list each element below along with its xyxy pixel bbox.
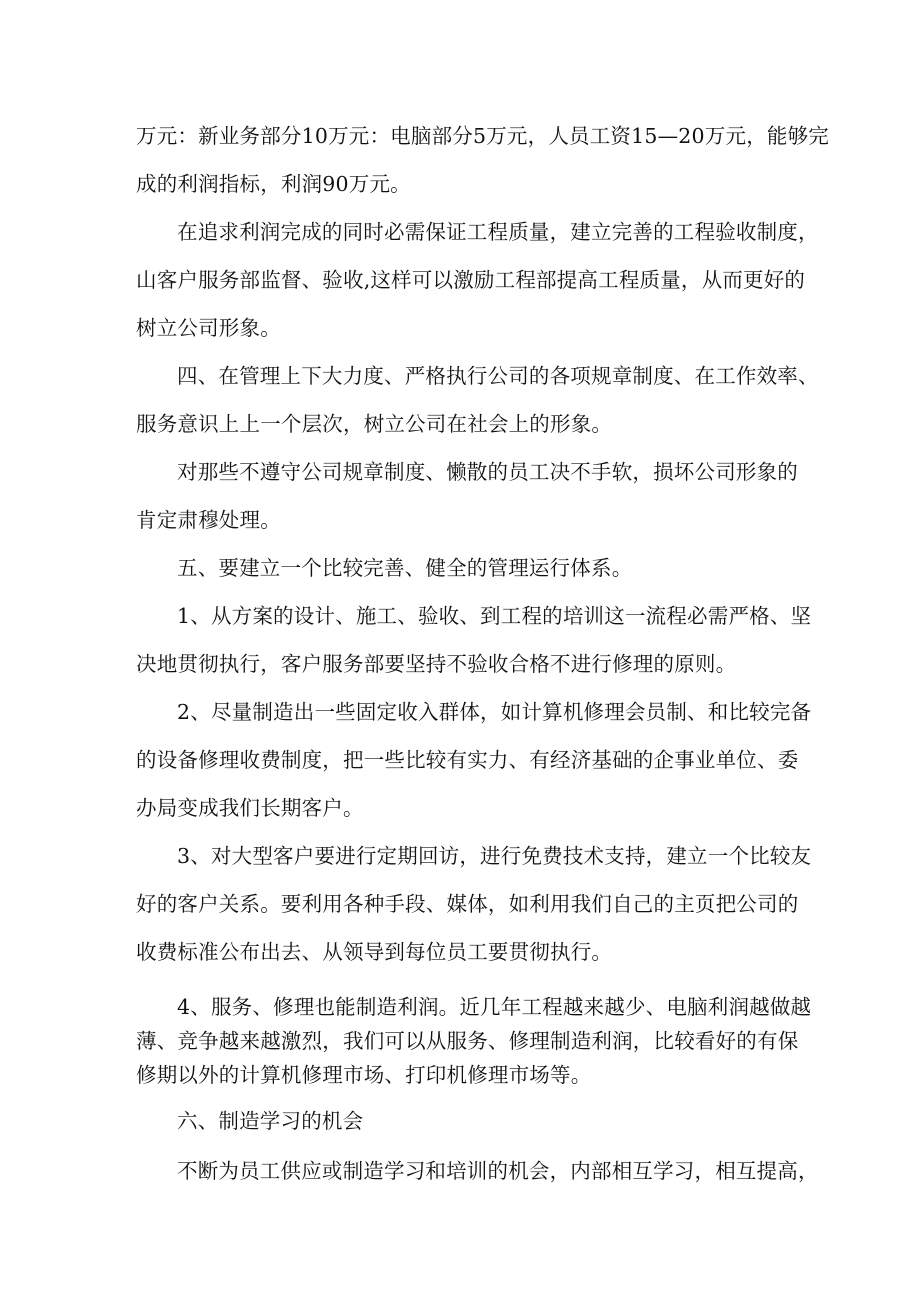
text-line: 薄、竞争越来越激烈，我们可以从服务、修理制造利润，比较看好的有保	[136, 1029, 799, 1053]
text-line: 对那些不遵守公司规章制度、懒散的员工决不手软，损坏公司形象的	[177, 460, 798, 484]
section-heading: 四、在管理上下大力度、严格执行公司的各项规章制度、在工作效率、	[177, 364, 819, 388]
list-item: 1、从方案的设计、施工、验收、到工程的培训这一流程必需严格、坚	[177, 604, 812, 628]
text-line: 在追求利润完成的同时必需保证工程质量，建立完善的工程验收制度，	[177, 220, 819, 244]
text-line: 树立公司形象。	[136, 316, 281, 340]
text-line: 肯定肃穆处理。	[136, 508, 281, 532]
text-line: 的设备修理收费制度，把一些比较有实力、有经济基础的企事业单位、委	[136, 748, 799, 772]
section-heading: 五、要建立一个比较完善、健全的管理运行体系。	[177, 556, 633, 580]
text-line: 万元：新业务部分10万元：电脑部分5万元，人员工资15—20万元，能够完	[136, 124, 829, 148]
section-heading: 六、制造学习的机会	[177, 1109, 364, 1133]
text-line: 成的利润指标，利润90万元。	[136, 172, 411, 196]
text-line: 不断为员工供应或制造学习和培训的机会，内部相互学习，相互提高，	[177, 1159, 819, 1183]
text-line: 修期以外的计算机修理市场、打印机修理市场等。	[136, 1063, 592, 1087]
text-line: 好的客户关系。要利用各种手段、媒体，如利用我们自己的主页把公司的	[136, 892, 799, 916]
text-line: 办局变成我们长期客户。	[136, 796, 364, 820]
text-line: 山客户服务部监督、验收,这样可以激励工程部提高工程质量，从而更好的	[136, 268, 806, 292]
text-line: 收费标准公布出去、从领导到每位员工要贯彻执行。	[136, 940, 613, 964]
list-item: 4、服务、修理也能制造利润。近几年工程越来越少、电脑利润越做越	[177, 995, 812, 1019]
list-item: 3、对大型客户要进行定期回访，进行免费技术支持，建立一个比较友	[177, 844, 812, 868]
text-line: 服务意识上上一个层次，树立公司在社会上的形象。	[136, 412, 613, 436]
text-line: 决地贯彻执行，客户服务部要坚持不验收合格不进行修理的原则。	[136, 652, 737, 676]
list-item: 2、尽量制造出一些固定收入群体，如计算机修理会员制、和比较完备	[177, 700, 812, 724]
